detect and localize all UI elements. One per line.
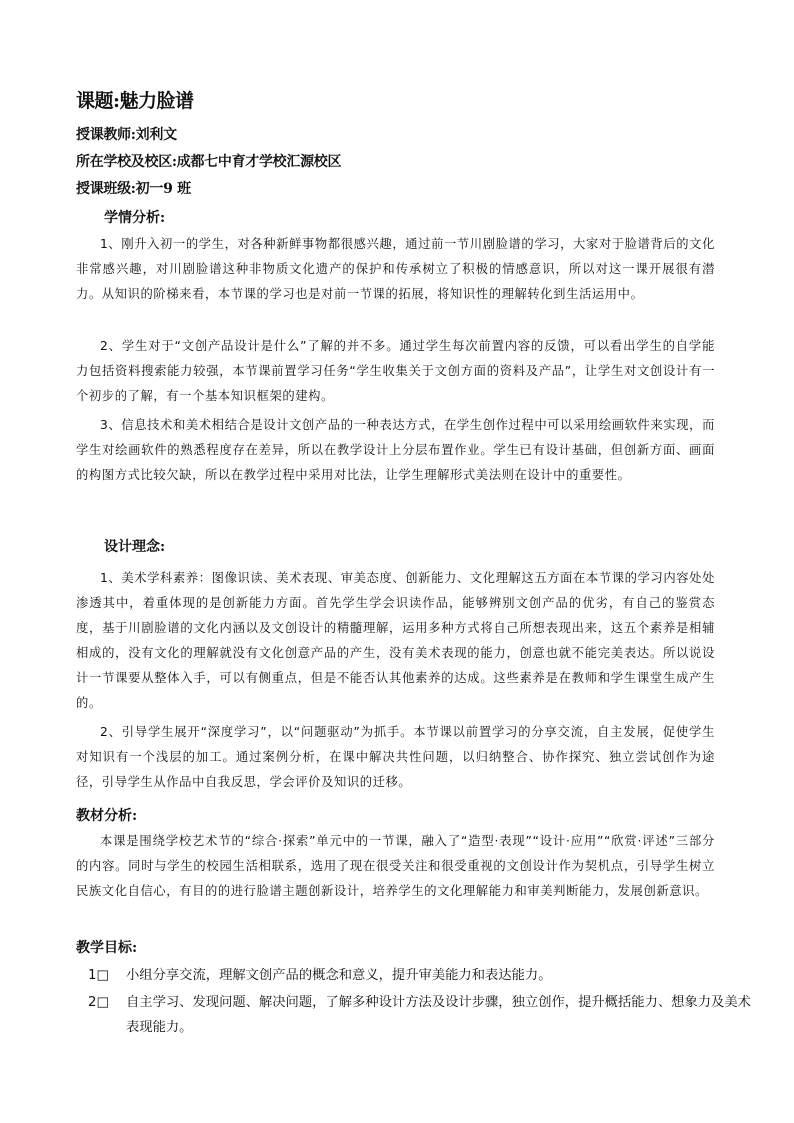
meta-value: 成都七中育才学校汇源校区 xyxy=(176,154,342,170)
paragraph-sheji-2: 2、引导学生展开“深度学习”，以“问题驱动”为抓手。本节课以前置学习的分享交流，自主发展，促使学生对知识有一个浅层的加工。通过案例分析，在课中解决共性问题，以归纳整合、协作探究、独立尝试创作为途径，引导学生从作品中自我反思，学会评价及知识的迁移。 xyxy=(76,725,715,789)
meta-label: 授课班级: xyxy=(76,181,136,197)
goal-item-2 xyxy=(88,990,762,1040)
heading-xueqing: 学情分析: xyxy=(104,210,166,226)
paragraph-xueqing-2: 2、学生对于“文创产品设计是什么”了解的并不多。通过学生每次前置内容的反馈，可以看出学生的自学能力包括资料搜索能力较强，本节课前置学习任务“学生收集关于文创方面的资料及产品”，让学生对文创设计有一个初步的了解，有一个基本知识框架的建构。 xyxy=(76,339,715,403)
meta-value: 刘利文 xyxy=(135,127,177,143)
goal-number: 2□ xyxy=(88,995,110,1010)
meta-label: 所在学校及校区: xyxy=(76,154,177,170)
goal-text: 自主学习、发现问题、解决问题，了解多种设计方法及设计步骤，独立创作，提升概括能力、想象力及美术表现能力。 xyxy=(126,995,751,1035)
meta-label: 授课教师: xyxy=(76,127,136,143)
heading-jiaocai: 教材分析: xyxy=(76,808,138,824)
lesson-title: 课题:魅力脸谱 xyxy=(76,90,194,112)
meta-value: 初一9 班 xyxy=(135,181,191,197)
paragraph-xueqing-3: 3、信息技术和美术相结合是设计文创产品的一种表达方式，在学生创作过程中可以采用绘画软件来实现，而学生对绘画软件的熟悉程度存在差异，所以在教学设计上分层布置作业。学生已有设计基础，但创新方面、画面的构图方式比较欠缺，所以在教学过程中采用对比法，让学生理解形式美法则在设计中的重要性。 xyxy=(76,418,715,482)
paragraph-jiaocai-1: 本课是围绕学校艺术节的“综合·探索”单元中的一节课，融入了“造型·表现”“设计·应用”“欣赏·评述”三部分的内容。同时与学生的校园生活相联系，选用了现在很受关注和很受重视的文创设计作为契机点，引导学生树立民族文化自信心，有目的的进行脸谱主题创新设计，培养学生的文化理解能力和审美判断能力，发展创新意识。 xyxy=(76,834,715,898)
paragraph-sheji-1: 1、美术学科素养：图像识读、美术表现、审美态度、创新能力、文化理解这五方面在本节课的学习内容处处渗透其中，着重体现的是创新能力方面。首先学生学会识读作品，能够辨别文创产品的优劣，有自己的鉴赏态度，基于川剧脸谱的文化内涵以及文创设计的精髓理解，运用多种方式将自己所想表现出来，这五个素养是相辅相成的，没有文化的理解就没有文化创意产品的产生，没有美术表现的能力，创意也就不能完美表达。所以说设计一节课要从整体入手，可以有侧重点，但是不能否认其他素养的达成。这些素养是在教师和学生课堂生成产生的。 xyxy=(76,571,715,710)
meta-school xyxy=(76,151,341,171)
goal-number: 1□ xyxy=(88,968,110,983)
paragraph-xueqing-1: 1、刚升入初一的学生，对各种新鲜事物都很感兴趣，通过前一节川剧脸谱的学习，大家对于脸谱背后的文化非常感兴趣，对川剧脸谱这种非物质文化遗产的保护和传承树立了积极的情感意识，所以对这一课开展很有潜力。从知识的阶梯来看，本节课的学习也是对前一节课的拓展，将知识性的理解转化到生活运用中。 xyxy=(76,237,715,301)
meta-teacher xyxy=(76,124,177,144)
goal-text: 小组分享交流，理解文创产品的概念和意义，提升审美能力和表达能力。 xyxy=(126,968,552,983)
heading-mubiao: 教学目标: xyxy=(76,940,138,956)
goal-item-1 xyxy=(88,963,762,988)
meta-class xyxy=(76,178,191,198)
heading-sheji: 设计理念: xyxy=(104,539,166,555)
